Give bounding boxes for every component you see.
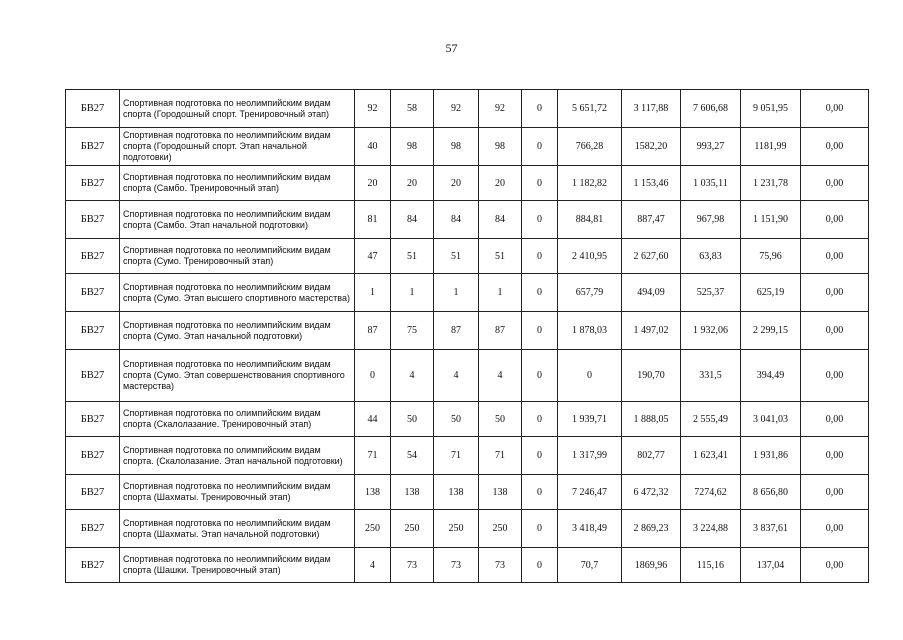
row-value-3: 967,98 [681,201,741,239]
table-row [66,350,869,402]
row-col-3: 71 [434,437,479,475]
row-col-2: 58 [391,90,434,128]
row-value-3: 331,5 [681,350,741,402]
row-col-2: 4 [391,350,434,402]
row-value-3: 1 932,06 [681,312,741,350]
row-value-2: 1582,20 [622,128,681,166]
row-value-4: 2 299,15 [741,312,801,350]
row-value-4: 394,49 [741,350,801,402]
row-col-1: 0 [355,350,391,402]
row-col-2: 20 [391,166,434,201]
row-col-5: 0 [522,90,558,128]
row-col-4: 92 [479,90,522,128]
row-col-5: 0 [522,475,558,510]
row-value-1: 5 651,72 [558,90,622,128]
row-value-2: 802,77 [622,437,681,475]
row-value-3: 2 555,49 [681,402,741,437]
row-col-5: 0 [522,437,558,475]
table-row [66,166,869,201]
table-row [66,510,869,548]
row-value-3: 3 224,88 [681,510,741,548]
row-code: БВ27 [66,402,120,437]
row-value-4: 1 151,90 [741,201,801,239]
row-description: Спортивная подготовка по неолимпийским видам спорта (Шахматы. Этап начальной подготовки) [120,510,355,548]
row-col-1: 92 [355,90,391,128]
row-col-3: 73 [434,548,479,583]
row-code: БВ27 [66,350,120,402]
row-col-1: 1 [355,274,391,312]
row-col-3: 92 [434,90,479,128]
table-row [66,548,869,583]
row-col-4: 250 [479,510,522,548]
row-value-3: 115,16 [681,548,741,583]
row-col-4: 4 [479,350,522,402]
row-value-5: 0,00 [801,201,869,239]
row-description: Спортивная подготовка по неолимпийским видам спорта (Сумо. Тренировочный этап) [120,239,355,274]
row-code: БВ27 [66,201,120,239]
row-col-1: 87 [355,312,391,350]
row-col-1: 138 [355,475,391,510]
row-col-4: 98 [479,128,522,166]
row-value-4: 75,96 [741,239,801,274]
row-description: Спортивная подготовка по неолимпийским видам спорта (Городошный спорт. Тренировочный этап) [120,90,355,128]
row-col-4: 138 [479,475,522,510]
row-value-1: 0 [558,350,622,402]
row-col-4: 71 [479,437,522,475]
row-value-5: 0,00 [801,475,869,510]
row-col-1: 44 [355,402,391,437]
row-value-5: 0,00 [801,350,869,402]
row-value-2: 2 869,23 [622,510,681,548]
row-value-5: 0,00 [801,437,869,475]
services-table [65,89,869,583]
row-description: Спортивная подготовка по неолимпийским видам спорта (Городошный спорт. Этап начальной подготовки) [120,128,355,166]
row-value-5: 0,00 [801,274,869,312]
row-value-2: 1869,96 [622,548,681,583]
row-value-2: 494,09 [622,274,681,312]
row-value-4: 3 041,03 [741,402,801,437]
row-value-4: 1181,99 [741,128,801,166]
row-value-5: 0,00 [801,548,869,583]
row-col-2: 84 [391,201,434,239]
row-description: Спортивная подготовка по неолимпийским видам спорта (Шахматы. Тренировочный этап) [120,475,355,510]
row-col-1: 71 [355,437,391,475]
row-code: БВ27 [66,312,120,350]
row-value-3: 993,27 [681,128,741,166]
row-col-5: 0 [522,548,558,583]
row-description: Спортивная подготовка по неолимпийским видам спорта (Шашки. Тренировочный этап) [120,548,355,583]
row-value-4: 1 931,86 [741,437,801,475]
table-row [66,312,869,350]
row-value-1: 1 182,82 [558,166,622,201]
row-value-2: 3 117,88 [622,90,681,128]
row-col-4: 51 [479,239,522,274]
row-col-5: 0 [522,166,558,201]
row-col-2: 73 [391,548,434,583]
page-number: 57 [445,41,458,55]
row-value-1: 70,7 [558,548,622,583]
row-value-5: 0,00 [801,239,869,274]
row-col-5: 0 [522,274,558,312]
row-col-4: 50 [479,402,522,437]
row-value-5: 0,00 [801,90,869,128]
row-value-3: 7274,62 [681,475,741,510]
row-value-4: 625,19 [741,274,801,312]
table-row [66,475,869,510]
table-row [66,128,869,166]
row-value-3: 1 623,41 [681,437,741,475]
row-value-5: 0,00 [801,510,869,548]
row-col-4: 84 [479,201,522,239]
row-col-5: 0 [522,510,558,548]
row-value-5: 0,00 [801,312,869,350]
table-body [66,90,869,583]
row-value-1: 7 246,47 [558,475,622,510]
row-col-2: 54 [391,437,434,475]
table-row [66,402,869,437]
row-col-2: 250 [391,510,434,548]
row-value-5: 0,00 [801,128,869,166]
row-col-3: 1 [434,274,479,312]
table-row [66,274,869,312]
row-value-4: 9 051,95 [741,90,801,128]
row-col-1: 250 [355,510,391,548]
row-col-5: 0 [522,350,558,402]
row-col-5: 0 [522,402,558,437]
row-description: Спортивная подготовка по неолимпийским видам спорта (Сумо. Этап начальной подготовки) [120,312,355,350]
row-col-3: 51 [434,239,479,274]
table-row [66,201,869,239]
row-value-1: 2 410,95 [558,239,622,274]
row-col-2: 138 [391,475,434,510]
row-value-3: 1 035,11 [681,166,741,201]
row-col-2: 98 [391,128,434,166]
row-value-4: 137,04 [741,548,801,583]
row-col-3: 84 [434,201,479,239]
row-col-2: 51 [391,239,434,274]
row-col-4: 1 [479,274,522,312]
row-value-5: 0,00 [801,166,869,201]
row-col-3: 250 [434,510,479,548]
row-value-1: 657,79 [558,274,622,312]
row-value-3: 7 606,68 [681,90,741,128]
row-col-1: 20 [355,166,391,201]
row-code: БВ27 [66,437,120,475]
row-value-1: 1 939,71 [558,402,622,437]
row-col-4: 87 [479,312,522,350]
row-code: БВ27 [66,274,120,312]
row-col-3: 87 [434,312,479,350]
row-col-3: 50 [434,402,479,437]
row-description: Спортивная подготовка по неолимпийским видам спорта (Сумо. Этап совершенствования спортивного мастерства) [120,350,355,402]
row-value-1: 1 317,99 [558,437,622,475]
row-col-1: 4 [355,548,391,583]
row-code: БВ27 [66,239,120,274]
row-value-4: 8 656,80 [741,475,801,510]
row-col-1: 47 [355,239,391,274]
row-value-2: 887,47 [622,201,681,239]
row-value-2: 1 888,05 [622,402,681,437]
row-value-2: 1 153,46 [622,166,681,201]
row-code: БВ27 [66,128,120,166]
row-value-3: 525,37 [681,274,741,312]
row-col-3: 4 [434,350,479,402]
row-col-1: 40 [355,128,391,166]
row-value-4: 1 231,78 [741,166,801,201]
row-value-4: 3 837,61 [741,510,801,548]
row-value-1: 766,28 [558,128,622,166]
row-col-5: 0 [522,239,558,274]
row-description: Спортивная подготовка по неолимпийским видам спорта (Самбо. Тренировочный этап) [120,166,355,201]
table-row [66,90,869,128]
row-col-2: 75 [391,312,434,350]
row-value-1: 3 418,49 [558,510,622,548]
row-col-2: 50 [391,402,434,437]
row-value-5: 0,00 [801,402,869,437]
row-value-2: 1 497,02 [622,312,681,350]
row-value-2: 2 627,60 [622,239,681,274]
table-row [66,437,869,475]
row-col-4: 20 [479,166,522,201]
row-code: БВ27 [66,475,120,510]
row-col-2: 1 [391,274,434,312]
row-col-3: 98 [434,128,479,166]
row-value-2: 190,70 [622,350,681,402]
row-col-5: 0 [522,312,558,350]
row-value-1: 884,81 [558,201,622,239]
row-col-1: 81 [355,201,391,239]
row-col-5: 0 [522,128,558,166]
row-col-5: 0 [522,201,558,239]
row-description: Спортивная подготовка по неолимпийским видам спорта (Сумо. Этап высшего спортивного мастерства) [120,274,355,312]
row-col-4: 73 [479,548,522,583]
row-col-3: 20 [434,166,479,201]
row-value-2: 6 472,32 [622,475,681,510]
row-description: Спортивная подготовка по неолимпийским видам спорта (Самбо. Этап начальной подготовки) [120,201,355,239]
row-value-3: 63,83 [681,239,741,274]
row-code: БВ27 [66,548,120,583]
row-code: БВ27 [66,90,120,128]
row-value-1: 1 878,03 [558,312,622,350]
row-description: Спортивная подготовка по олимпийским видам спорта (Скалолазание. Тренировочный этап) [120,402,355,437]
table-row [66,239,869,274]
row-col-3: 138 [434,475,479,510]
row-description: Спортивная подготовка по олимпийским видам спорта. (Скалолазание. Этап начальной подготовки) [120,437,355,475]
row-code: БВ27 [66,510,120,548]
row-code: БВ27 [66,166,120,201]
